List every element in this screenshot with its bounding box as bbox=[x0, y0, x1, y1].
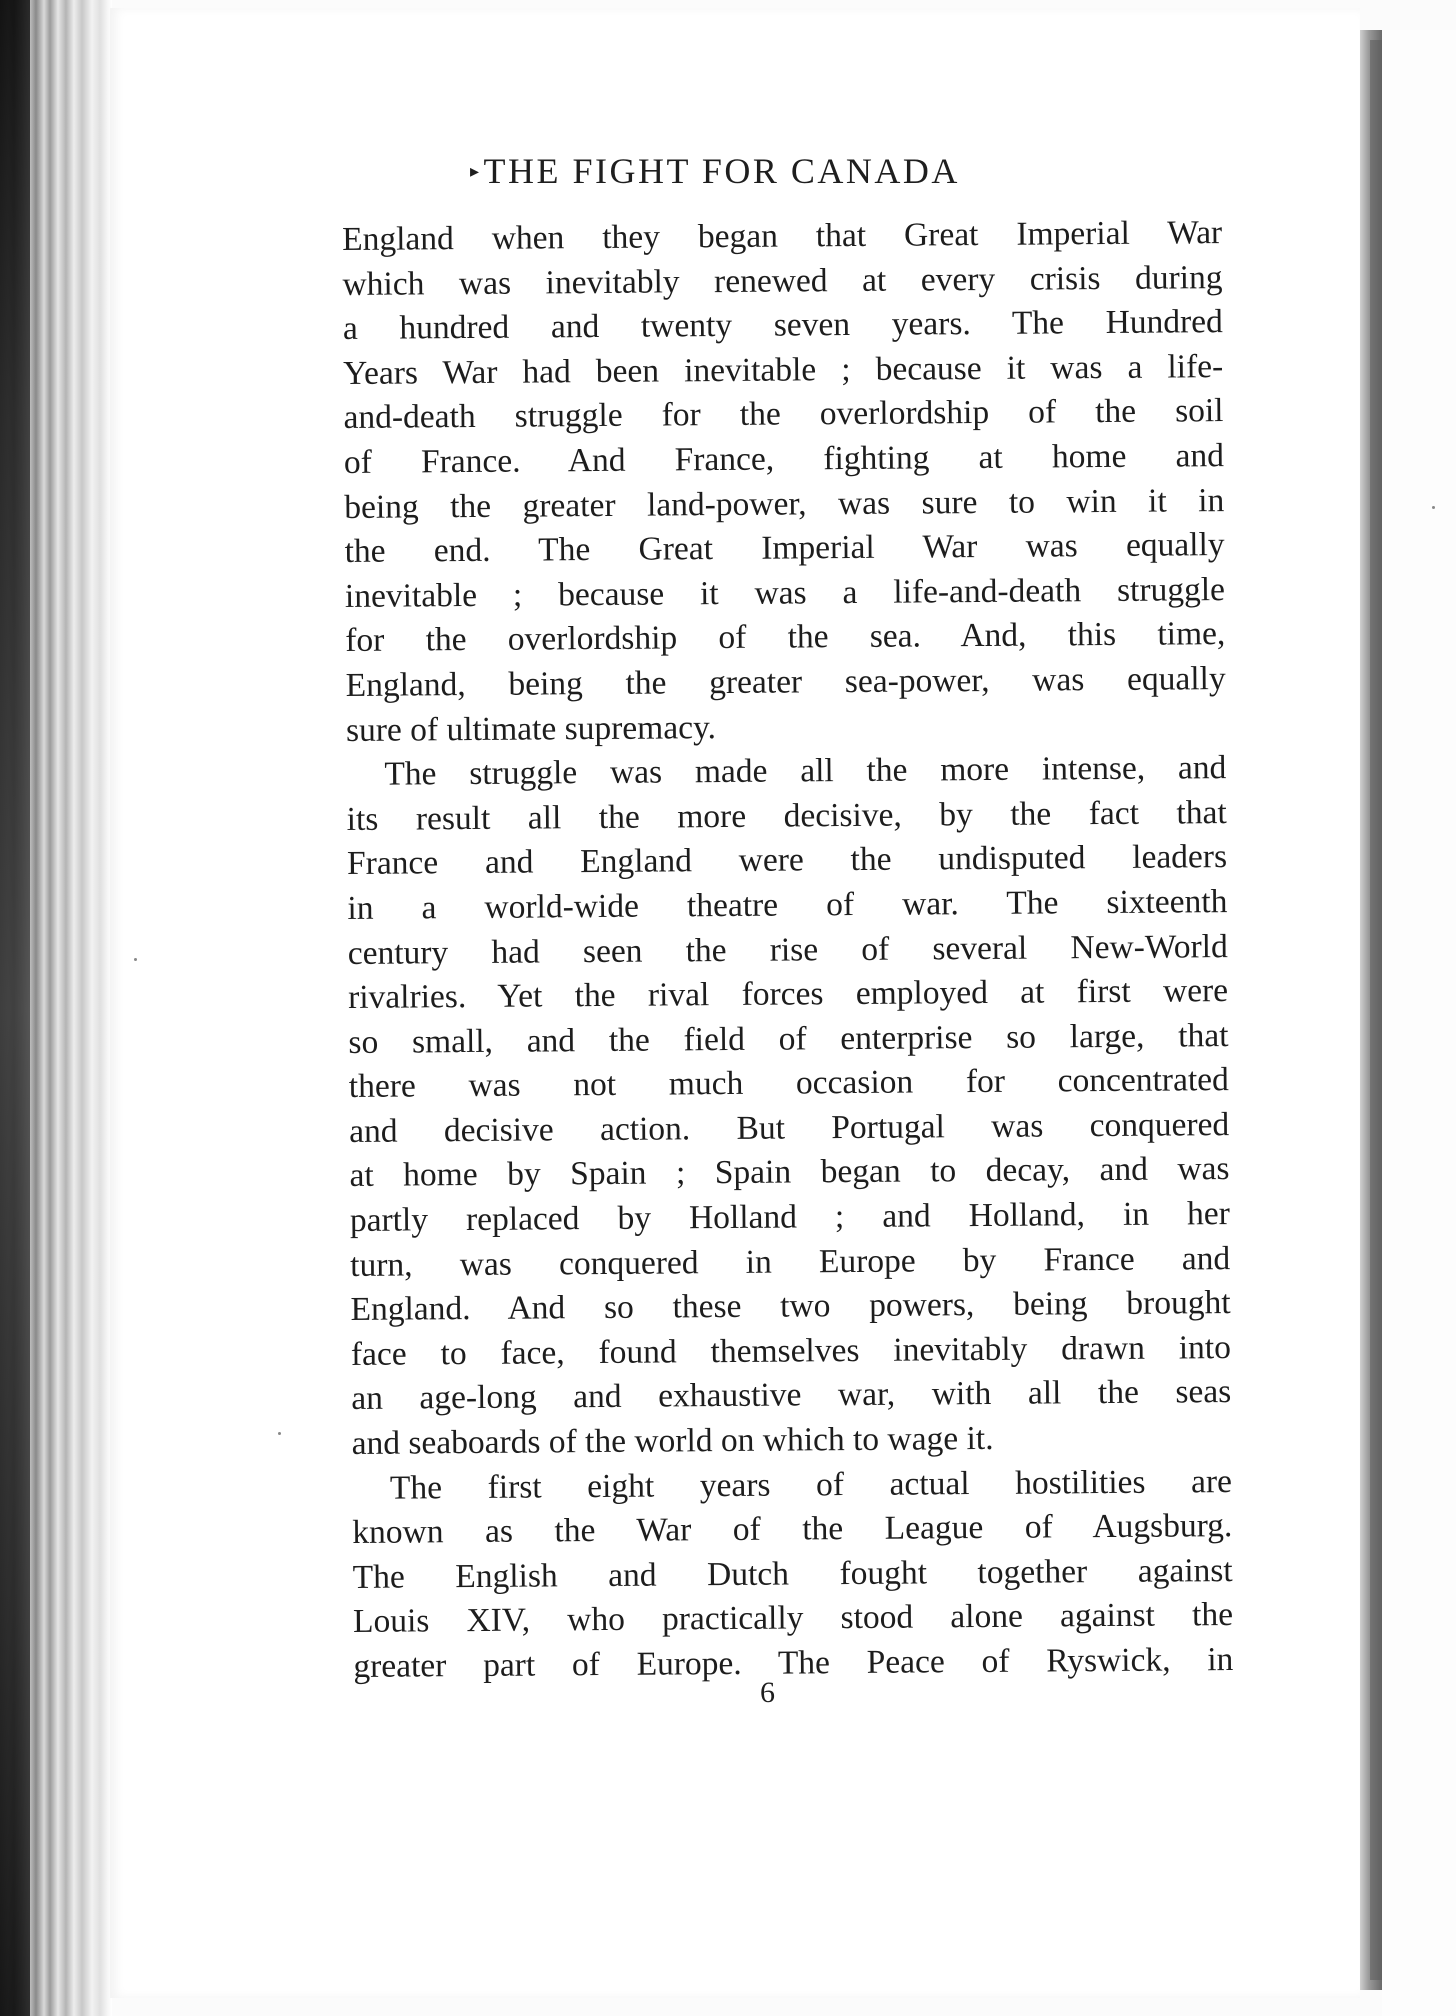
text-line: Years War had been inevitable ; because it was a life- bbox=[343, 347, 1224, 392]
running-head-title: THE FIGHT FOR CANADA bbox=[483, 151, 960, 191]
text-line: The English and Dutch fought together against bbox=[352, 1551, 1233, 1596]
text-line: for the overlordship of the sea. And, this time, bbox=[345, 615, 1226, 660]
text-line: in a world-wide theatre of war. The sixteenth bbox=[347, 882, 1228, 927]
text-line: partly replaced by Holland ; and Holland, in her bbox=[349, 1195, 1230, 1240]
page-number: 6 bbox=[760, 1676, 775, 1709]
text-line: face to face, found themselves inevitably drawn into bbox=[350, 1328, 1232, 1373]
text-line: its result all the more decisive, by the fact that bbox=[346, 793, 1227, 838]
text-line: and seaboards of the world on which to wage it. bbox=[351, 1419, 994, 1462]
facing-page-edge bbox=[1382, 30, 1456, 2016]
text-line: the end. The Great Imperial War was equally bbox=[344, 526, 1225, 571]
page-gutter-dark bbox=[1370, 40, 1382, 1980]
text-line: The first eight years of actual hostilities are bbox=[389, 1462, 1233, 1507]
spine-shadow bbox=[0, 0, 30, 2016]
text-line: known as the War of the League of Augsburg. bbox=[352, 1507, 1233, 1552]
text-line: greater part of Europe. The Peace of Ryswick, in bbox=[353, 1641, 1234, 1685]
text-line: England when they began that Great Imperial War bbox=[342, 214, 1223, 258]
text-line: being the greater land-power, was sure to win it in bbox=[344, 481, 1225, 526]
text-line: inevitable ; because it was a life-and-death struggle bbox=[344, 570, 1226, 615]
text-line: sure of ultimate supremacy. bbox=[345, 708, 717, 749]
text-line: so small, and the field of enterprise so large, that bbox=[348, 1016, 1229, 1061]
paper-speck bbox=[278, 1432, 281, 1435]
text-line: a hundred and twenty seven years. The Hundred bbox=[342, 303, 1223, 348]
text-line: there was not much occasion for concentrated bbox=[348, 1061, 1229, 1106]
text-line: rivalries. Yet the rival forces employed at first were bbox=[347, 972, 1229, 1017]
text-line: which was inevitably renewed at every crisis during bbox=[342, 258, 1223, 303]
running-head bbox=[470, 150, 1110, 192]
running-head-mark: ▸ bbox=[470, 161, 482, 181]
text-line: England, being the greater sea-power, was equally bbox=[345, 660, 1226, 704]
text-line: at home by Spain ; Spain began to decay, and was bbox=[349, 1150, 1230, 1195]
text-line: turn, was conquered in Europe by France and bbox=[350, 1239, 1231, 1284]
text-line: an age-long and exhaustive war, with all the seas bbox=[351, 1373, 1232, 1418]
body-text bbox=[342, 211, 1234, 1689]
text-line: Louis XIV, who practically stood alone against the bbox=[352, 1596, 1234, 1641]
text-line: and-death struggle for the overlordship of the soil bbox=[343, 392, 1224, 437]
paper-speck bbox=[1432, 506, 1435, 509]
text-line: century had seen the rise of several New-World bbox=[347, 927, 1228, 972]
text-line: and decisive action. But Portugal was conquered bbox=[349, 1105, 1230, 1150]
text-line: France and England were the undisputed leaders bbox=[346, 838, 1228, 883]
text-line: The struggle was made all the more intense, and bbox=[384, 749, 1227, 793]
text-line: England. And so these two powers, being brought bbox=[350, 1284, 1231, 1329]
text-line: of France. And France, fighting at home and bbox=[343, 437, 1225, 481]
paper-speck bbox=[134, 958, 137, 961]
